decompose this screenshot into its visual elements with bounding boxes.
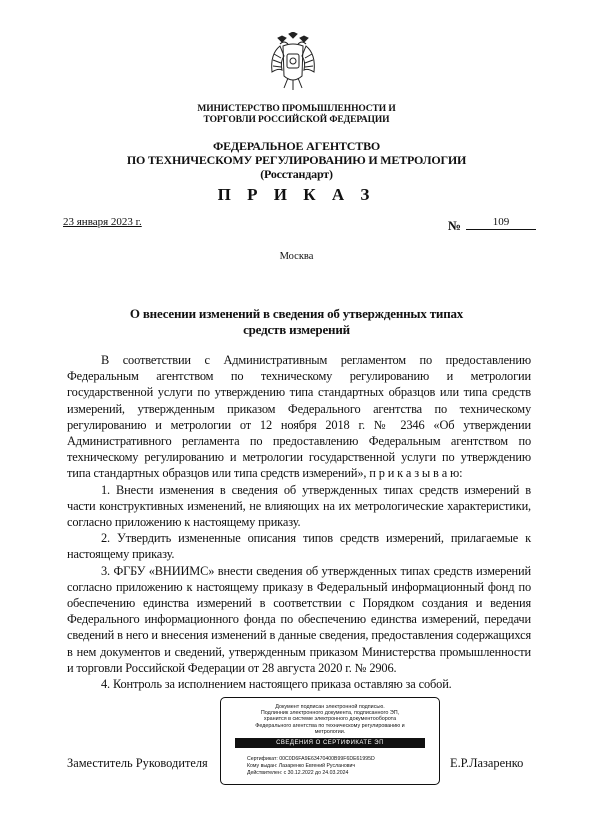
subject-line-2: средств измерений bbox=[243, 322, 350, 337]
document-title: П Р И К А З bbox=[217, 185, 376, 204]
order-date: 23 января 2023 г. bbox=[63, 216, 142, 228]
stamp-certificate-details bbox=[247, 756, 433, 777]
stamp-notice-line: Федерального агентства по техническому регулированию и bbox=[255, 722, 405, 729]
stamp-notice bbox=[229, 704, 431, 735]
item-1-paragraph: 1. Внести изменения в сведения об утвержденных типах средств измерений в части конструктивных изменений, не влияющих на их метрологические характеристики, согласно приложению к настоящему приказу. bbox=[67, 482, 531, 530]
item-4-paragraph: 4. Контроль за исполнением настоящего приказа оставляю за собой. bbox=[101, 677, 452, 692]
electronic-signature-stamp bbox=[220, 697, 440, 785]
order-number: 109 bbox=[466, 216, 536, 230]
stamp-certificate-validity: Действителен: с 30.12.2022 до 24.03.2024 bbox=[247, 770, 349, 776]
stamp-notice-line: Документ подписан электронной подписью. bbox=[275, 704, 385, 710]
agency-line-2: ПО ТЕХНИЧЕСКОМУ РЕГУЛИРОВАНИЮ И МЕТРОЛОГИИ bbox=[126, 153, 467, 167]
city: Москва bbox=[279, 251, 314, 262]
coat-of-arms-icon bbox=[268, 32, 318, 92]
order-subject bbox=[0, 306, 593, 338]
signatory-name: Е.Р.Лазаренко bbox=[450, 756, 524, 770]
ministry-name bbox=[0, 104, 593, 126]
stamp-certificate-id: Сертификат: 00C0D6FA9E63470400B99F6DE61995D bbox=[247, 756, 375, 762]
agency-line-3: (Росстандарт) bbox=[260, 167, 333, 181]
subject-line-1: О внесении изменений в сведения об утвержденных типах bbox=[129, 306, 464, 321]
order-body bbox=[67, 352, 531, 692]
stamp-notice-line: Подлинник электронного документа, подписанного ЭП, bbox=[260, 710, 400, 717]
agency-line-1: ФЕДЕРАЛЬНОЕ АГЕНТСТВО bbox=[212, 139, 381, 153]
stamp-notice-line: метрологии. bbox=[314, 728, 346, 735]
stamp-certificate-heading: СВЕДЕНИЯ О СЕРТИФИКАТЕ ЭП bbox=[235, 738, 425, 748]
preamble-paragraph: В соответствии с Административным регламентом по предоставлению Федеральным агентством по техническому регулированию и метрологии государственной услуги по утверждению типа стандартных образцов или типа средств измерений, утвержденным приказом Федерального агентства по техническому регулированию и метрологии от 12 ноября 2018 г. № 2346 «Об утверждении Административного регламента по предоставлению Федеральным агентством по техническому регулированию и метрологии государственной услуги по утверждению типа стандартных образцов или типа средств измерений», п р и к а з ы в а ю: bbox=[67, 353, 531, 481]
stamp-certificate-owner: Кому выдан: Лазаренко Евгений Русланович bbox=[247, 763, 356, 769]
item-3-paragraph: 3. ФГБУ «ВНИИМС» внести сведения об утвержденных типах средств измерений согласно приложению к настоящему приказу в Федеральный информационный фонд по обеспечению единства измерений в соответствии с Порядком создания и ведения Федерального информационного фонда по обеспечению единства измерений, передачи сведений в него и внесения изменений в данные сведения, предоставления содержащихся в нем документов и сведений, утвержденным приказом Министерства промышленности и торговли Российской Федерации от 28 августа 2020 г. № 2906. bbox=[67, 563, 531, 675]
item-2-paragraph: 2. Утвердить измененные описания типов средств измерений, прилагаемые к настоящему приказу. bbox=[67, 531, 531, 562]
number-label: № bbox=[448, 218, 462, 233]
stamp-notice-line: хранится в системе электронного документооборота bbox=[263, 716, 397, 723]
signatory-role: Заместитель Руководителя bbox=[67, 756, 208, 770]
agency-name bbox=[0, 139, 593, 181]
ministry-line: МИНИСТЕРСТВО ПРОМЫШЛЕННОСТИ И ТОРГОВЛИ РОССИЙСКОЙ ФЕДЕРАЦИИ bbox=[197, 104, 396, 125]
